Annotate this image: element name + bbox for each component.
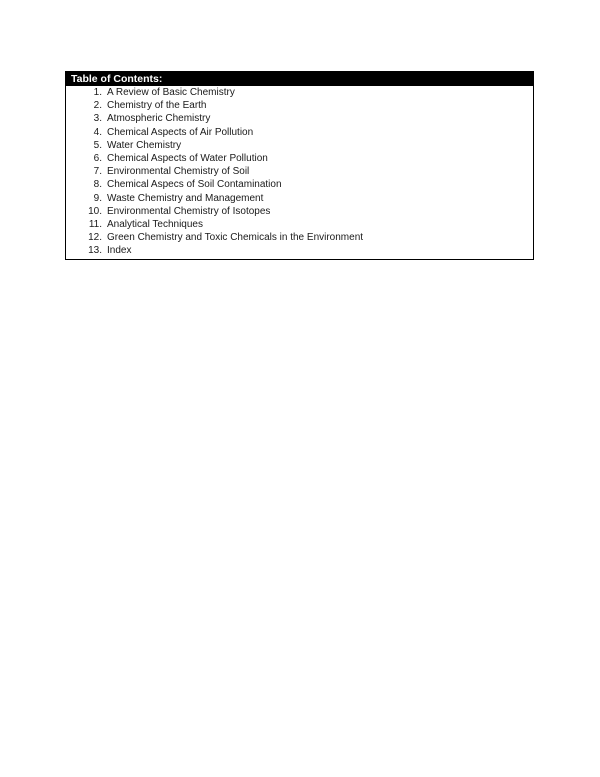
toc-item	[66, 152, 533, 165]
toc-item-number: 9.	[93, 192, 102, 204]
toc-item	[66, 218, 533, 231]
toc-item-label: Environmental Chemistry of Soil	[107, 166, 250, 178]
toc-item-number: 11.	[88, 218, 102, 230]
toc-item	[66, 99, 533, 112]
toc-title: Table of Contents:	[66, 72, 533, 86]
toc-item-number: 1.	[93, 87, 102, 98]
toc-item-number: 13.	[88, 245, 102, 257]
toc-item-number: 5.	[93, 139, 102, 151]
toc-item-number: 8.	[93, 179, 102, 191]
toc-item	[66, 205, 533, 218]
toc-item	[66, 165, 533, 178]
toc-item-number: 12.	[88, 232, 102, 244]
toc-item-label: A Review of Basic Chemistry	[107, 87, 235, 98]
toc-item	[66, 231, 533, 244]
toc-item-number: 2.	[93, 100, 102, 112]
toc-item-label: Waste Chemistry and Management	[107, 192, 264, 204]
toc-item-number: 4.	[93, 126, 102, 138]
toc-item	[66, 244, 533, 257]
toc-item	[66, 126, 533, 139]
toc-item-label: Index	[107, 245, 132, 257]
toc-item-label: Environmental Chemistry of Isotopes	[107, 205, 271, 217]
toc-item	[66, 192, 533, 205]
toc-item-label: Chemical Aspects of Water Pollution	[107, 152, 268, 164]
toc-item-label: Green Chemistry and Toxic Chemicals in the Environment	[107, 232, 364, 244]
toc-item-label: Atmospheric Chemistry	[107, 113, 211, 125]
toc-item	[66, 139, 533, 152]
toc-list	[66, 86, 533, 257]
toc-item-number: 6.	[93, 152, 102, 164]
toc-item-label: Water Chemistry	[107, 139, 182, 151]
toc-item	[66, 178, 533, 191]
toc-item-number: 3.	[93, 113, 102, 125]
toc-item-label: Chemical Aspects of Air Pollution	[107, 126, 254, 138]
toc-item-label: Chemistry of the Earth	[107, 100, 207, 112]
toc-item	[66, 112, 533, 125]
toc-item-number: 10.	[88, 205, 102, 217]
toc-item-label: Chemical Aspecs of Soil Contamination	[107, 179, 282, 191]
toc-item-label: Analytical Techniques	[107, 218, 203, 230]
table-of-contents	[65, 71, 534, 260]
toc-item	[66, 86, 533, 99]
toc-item-number: 7.	[93, 166, 102, 178]
